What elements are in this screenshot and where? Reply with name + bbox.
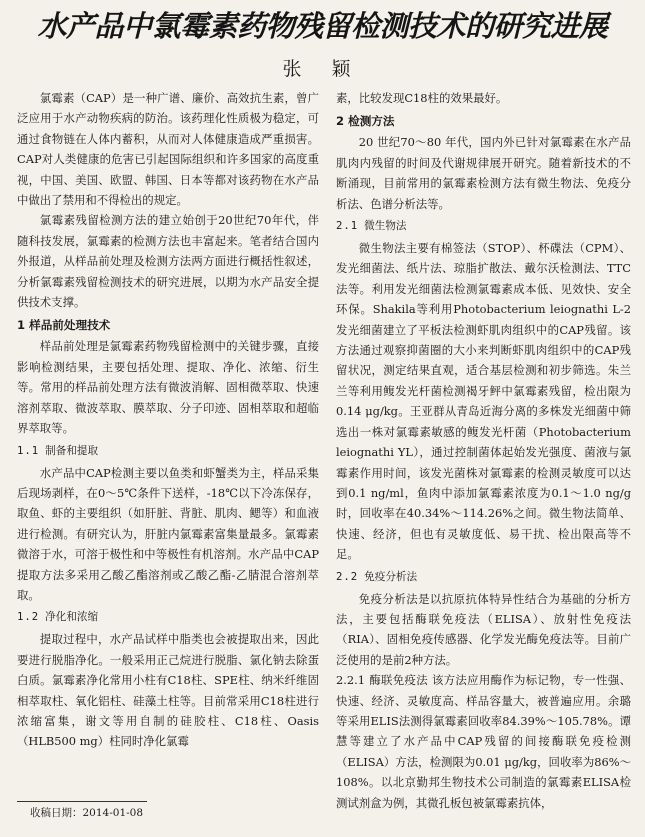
- section-2-2-1-number: 2.2.1: [336, 673, 365, 688]
- author-name: 张 颖: [282, 58, 363, 80]
- section-2-2-paragraph: 免疫分析法是以抗原抗体特异性结合为基础的分析方法，主要包括酶联免疫法（ELISA）、放射性免疫法（RIA）、固相免疫传感器、化学发光酶免疫法等。目前广泛使用的是前2种方法。: [336, 591, 631, 667]
- section-2-2-heading: [336, 567, 631, 587]
- section-1-1-paragraph: 水产品中CAP检测主要以鱼类和虾蟹类为主，样品采集后现场剥样，在0～5℃条件下送样，-18℃以下冷冻保存，取鱼、虾的主要组织（如肝脏、背脏、肌肉、鳃等）和血液进行检测。有研究认为，肝脏内氯霉素富集量最多。氯霉素微溶于水，可溶于极性和中等极性有机溶剂。水产品中CAP提取方法多采用乙酸乙酯溶剂或乙酸乙酯-乙腈混合溶剂萃取。: [17, 465, 319, 602]
- section-2-2-number: 2.2: [336, 570, 359, 583]
- section-1-2-paragraph: 提取过程中，水产品试样中脂类也会被提取出来，因此要进行脱脂净化。一般采用正己烷进行脱脂、氯化钠去除蛋白质。氯霉素净化常用小柱有C18柱、SPE柱、纳米纤维固相萃取柱、氧化铝柱、硅藻土柱等。目前常采用C18柱进行浓缩富集，谢文等用自制的硅胶柱、C18柱、Oasis（HLB500 mg）柱同时净化氯霉: [17, 632, 319, 749]
- section-2-2-1-title: 酶联免疫法: [368, 673, 428, 688]
- section-2-paragraph: 20 世纪70～80 年代，国内外已针对氯霉素在水产品肌肉内残留的时间及代谢规律展开研究。随着新技术的不断涌现，目前常用的氯霉素检测方法有微生物法、免疫分析法、色谱分析法等。: [336, 135, 631, 211]
- section-2-1-number: 2.1: [336, 220, 359, 233]
- section-2-1-paragraph: 微生物法主要有棉签法（STOP）、杯碟法（CPM）、发光细菌法、纸片法、琼脂扩散法、戴尔沃检测法、TTC法等。利用发光细菌法检测氯霉素成本低、见效快、安全环保。Shakila等利用Photobacterium leiognathi L-2发光细菌建立了平板法检测虾肌肉组织中的CAP残留。该方法通过观察抑菌圈的大小来判断虾肌肉组织中的CAP残留状况，测定结果直观，适合基层检测和初步筛选。朱兰兰等利用鳆发光杆菌检测褐牙鲆中氯霉素残留，检出限为0.14 μg/kg。王亚群从青岛近海分离的多株发光细菌中筛选出一株对氯霉素敏感的鳆发光杆菌（Photobacterium leiognathi YL），通过控制菌体起始发光强度、菌液与氯霉素作用时间，该发光菌株对氯霉素的检测灵敏度可以达到0.1 ng/ml，鱼肉中添加氯霉素浓度为0.1～1.0 ng/g时，回收率在40.34%～114.26%之间。微生物法简单、快速、经济，但也有灵敏度低、易干扰、检出限高等不足。: [336, 241, 631, 562]
- section-2-1-title: 微生物法: [364, 220, 407, 233]
- section-2-1-heading: [336, 216, 631, 236]
- continued-paragraph: 素，比较发现C18柱的效果最好。: [336, 91, 508, 105]
- received-date: 收稿日期：2014-01-08: [30, 807, 144, 819]
- section-1-2-title: 净化和浓缩: [45, 611, 99, 624]
- section-2-2-1-text: 该方法应用酶作为标记物，专一性强、快速、经济、灵敏度高、样品容量大，被普遍应用。余璐等采用ELIS法测得氯霉素回收率84.39%～105.78%。谭慧等建立了水产品中CAP残留的间接酶联免疫检测（ELISA）方法，检测限为0.01 μg/kg，回收率为86%～108%。以北京勤邦生物技术公司制造的氯霉素ELISA检测试剂盒为例，其微孔板包被氯霉素抗体，: [336, 673, 631, 810]
- left-column: [17, 88, 319, 833]
- section-1-2-number: 1.2: [17, 611, 40, 624]
- footnote-divider: [17, 801, 147, 802]
- section-1-2-heading: [17, 607, 319, 627]
- intro-paragraph-2: 氯霉素残留检测方法的建立始创于20世纪70年代，伴随科技发展，氯霉素的检测方法也丰富起来。笔者结合国内外报道，从样品前处理及检测方法两方面进行概括性叙述，分析氯霉素残留检测技术的研究进展，以期为水产品安全提供技术支撑。: [17, 213, 319, 310]
- section-1-paragraph: 样品前处理是氯霉素药物残留检测中的关键步骤，直接影响检测结果，主要包括处理、提取、净化、浓缩、衍生等。常用的样品前处理方法有微波消解、固相微萃取、快速溶剂萃取、微波萃取、膜萃取、分子印迹、固相萃取和超临界萃取等。: [17, 339, 319, 436]
- section-1-1-number: 1.1: [17, 444, 40, 457]
- right-column: [336, 88, 631, 833]
- intro-paragraph-1: 氯霉素（CAP）是一种广谱、廉价、高效抗生素，曾广泛应用于水产动物疾病的防治。该药理化性质极为稳定，可通过食物链在人体内蓄积，从而对人体健康造成严重损害。CAP对人类健康的危害已引起国际组织和许多国家的高度重视，中国、美国、欧盟、韩国、日本等都对该药物在水产品中做出了禁用和不得检出的规定。: [17, 91, 319, 208]
- section-2-2-1-paragraph: [336, 670, 631, 813]
- section-2-2-title: 免疫分析法: [364, 570, 418, 583]
- article-title: 水产品中氯霉素药物残留检测技术的研究进展: [37, 9, 608, 43]
- section-1-heading: 1 样品前处理技术: [17, 318, 111, 333]
- section-2-heading: 2 检测方法: [336, 114, 395, 129]
- section-1-1-heading: [17, 441, 319, 461]
- section-1-1-title: 制备和提取: [45, 444, 99, 457]
